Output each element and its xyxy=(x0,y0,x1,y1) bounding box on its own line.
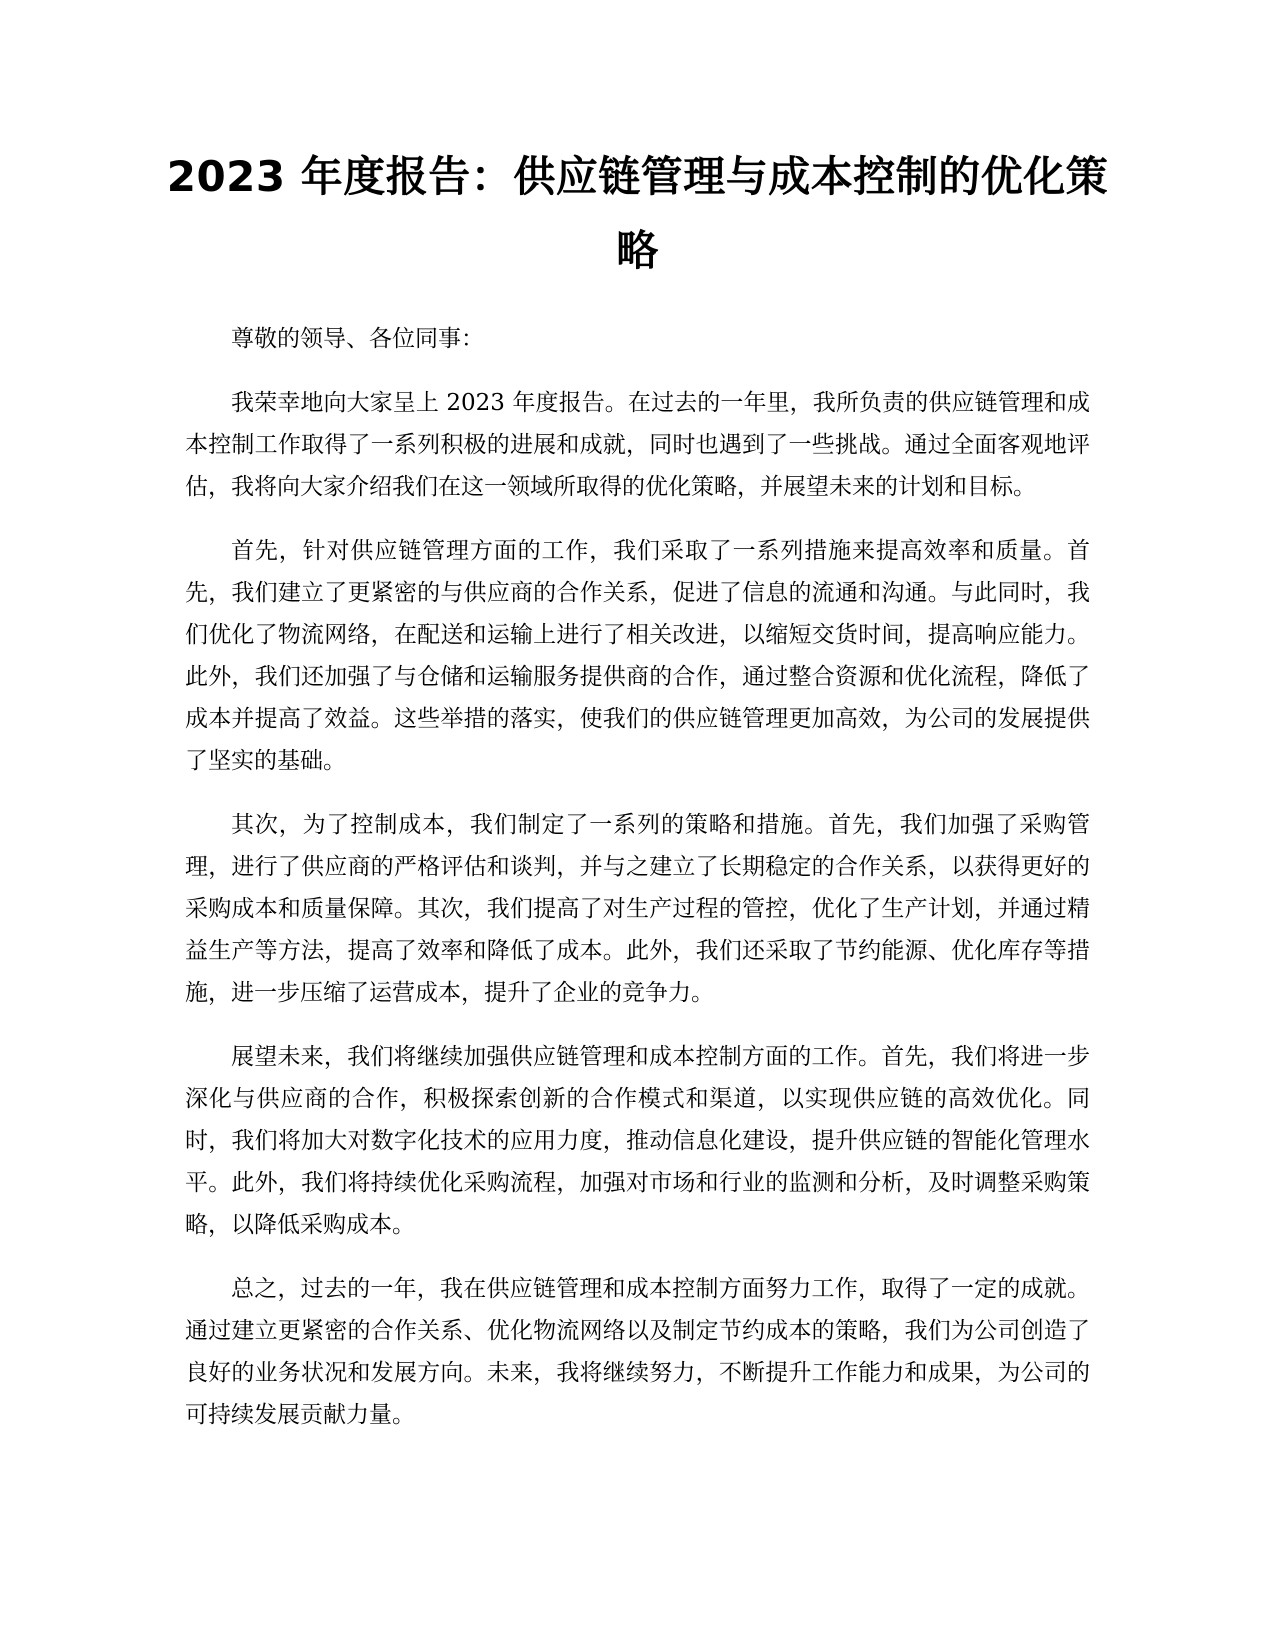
paragraph-supply-chain: 首先，针对供应链管理方面的工作，我们采取了一系列措施来提高效率和质量。首先，我们建立了更紧密的与供应商的合作关系，促进了信息的流通和沟通。与此同时，我们优化了物流网络，在配送和运输上进行了相关改进，以缩短交货时间，提高响应能力。此外，我们还加强了与仓储和运输服务提供商的合作，通过整合资源和优化流程，降低了成本并提高了效益。这些举措的落实，使我们的供应链管理更加高效，为公司的发展提供了坚实的基础。 xyxy=(185,538,1090,774)
paragraph-conclusion: 总之，过去的一年，我在供应链管理和成本控制方面努力工作，取得了一定的成就。通过建立更紧密的合作关系、优化物流网络以及制定节约成本的策略，我们为公司创造了良好的业务状况和发展方向。未来，我将继续努力，不断提升工作能力和成果，为公司的可持续发展贡献力量。 xyxy=(185,1276,1090,1428)
paragraph-cost-control: 其次，为了控制成本，我们制定了一系列的策略和措施。首先，我们加强了采购管理，进行了供应商的严格评估和谈判，并与之建立了长期稳定的合作关系，以获得更好的采购成本和质量保障。其次，我们提高了对生产过程的管控，优化了生产计划，并通过精益生产等方法，提高了效率和降低了成本。此外，我们还采取了节约能源、优化库存等措施，进一步压缩了运营成本，提升了企业的竞争力。 xyxy=(185,812,1090,1006)
document-title: 2023 年度报告：供应链管理与成本控制的优化策略 xyxy=(166,152,1109,275)
paragraph-outlook: 展望未来，我们将继续加强供应链管理和成本控制方面的工作。首先，我们将进一步深化与供应商的合作，积极探索创新的合作模式和渠道，以实现供应链的高效优化。同时，我们将加大对数字化技术的应用力度，推动信息化建设，提升供应链的智能化管理水平。此外，我们将持续优化采购流程，加强对市场和行业的监测和分析，及时调整采购策略，以降低采购成本。 xyxy=(185,1044,1090,1238)
document-body xyxy=(185,318,1090,1458)
greeting: 尊敬的领导、各位同事： xyxy=(231,326,484,352)
paragraph-intro: 我荣幸地向大家呈上 2023 年度报告。在过去的一年里，我所负责的供应链管理和成本控制工作取得了一系列积极的进展和成就，同时也遇到了一些挑战。通过全面客观地评估，我将向大家介绍我们在这一领域所取得的优化策略，并展望未来的计划和目标。 xyxy=(185,390,1090,500)
